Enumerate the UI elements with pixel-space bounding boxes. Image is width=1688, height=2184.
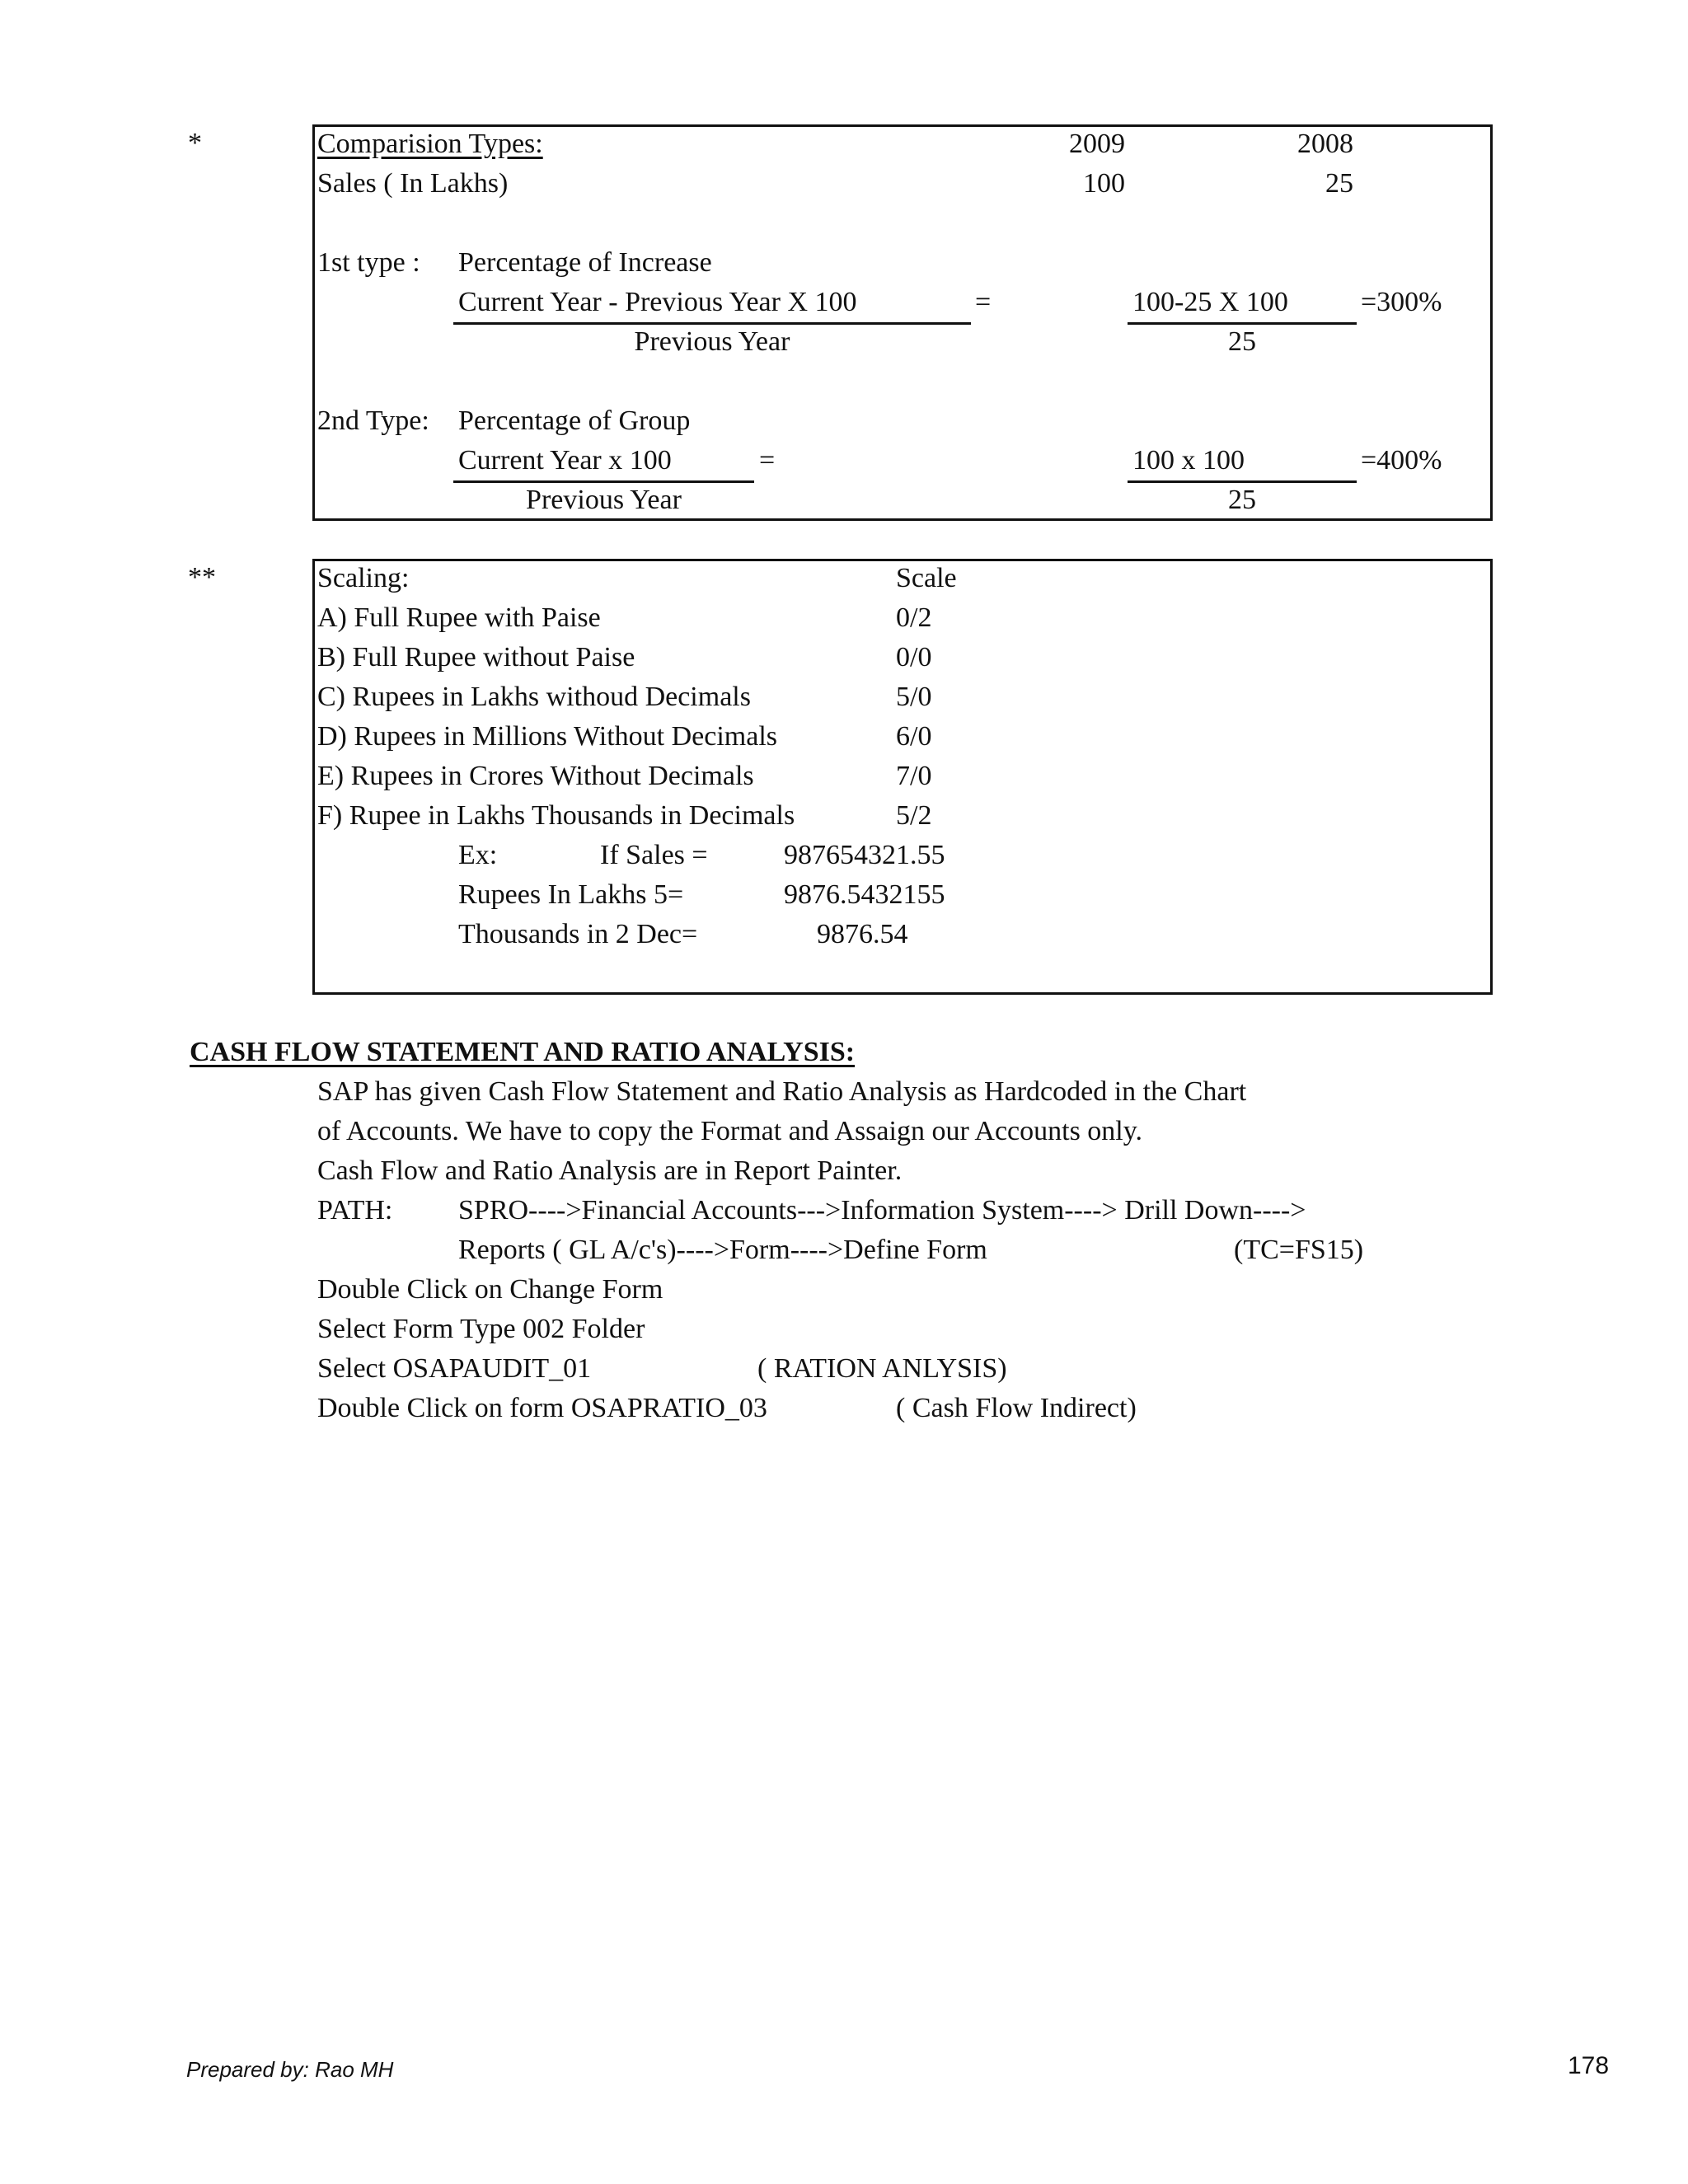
scale-header: Scale [896, 563, 957, 593]
lakhs-value: 9876.5432155 [784, 879, 945, 910]
type1-example-numerator: 100-25 X 100 [1132, 287, 1288, 317]
path-line-1: SPRO---->Financial Accounts--->Information System----> Drill Down----> [458, 1195, 1306, 1226]
type1-formula-denominator: Previous Year [634, 326, 790, 357]
cashflow-line-3: Cash Flow and Ratio Analysis are in Report Painter. [317, 1155, 903, 1186]
scaling-item-scale: 0/0 [896, 642, 932, 673]
scaling-item-label: F) Rupee in Lakhs Thousands in Decimals [317, 800, 795, 831]
cashflow-heading: CASH FLOW STATEMENT AND RATIO ANALYSIS: [190, 1037, 856, 1067]
type1-formula-numerator: Current Year - Previous Year X 100 [458, 287, 857, 317]
scaling-item-label: E) Rupees in Crores Without Decimals [317, 761, 754, 791]
scaling-item-label: A) Full Rupee with Paise [317, 602, 601, 633]
if-sales-value: 987654321.55 [784, 840, 945, 870]
step-4-note: ( Cash Flow Indirect) [896, 1393, 1137, 1423]
type1-result: =300% [1361, 287, 1442, 317]
type1-equals: = [975, 287, 992, 317]
prepared-by: Prepared by: Rao MH [186, 2057, 394, 2082]
scaling-title: Scaling: [317, 563, 410, 593]
transaction-code: (TC=FS15) [1234, 1235, 1364, 1265]
scaling-item-label: D) Rupees in Millions Without Decimals [317, 721, 778, 752]
comparison-title: Comparision Types: [317, 129, 543, 159]
type2-formula-denominator: Previous Year [526, 485, 682, 515]
type2-label: 2nd Type: [317, 405, 429, 436]
type2-equals: = [759, 445, 776, 476]
cashflow-line-1: SAP has given Cash Flow Statement and Ratio Analysis as Hardcoded in the Chart [317, 1076, 1247, 1107]
type2-title: Percentage of Group [458, 405, 691, 436]
scaling-marker: ** [188, 562, 216, 593]
step-1: Double Click on Change Form [317, 1274, 663, 1305]
step-3: Select OSAPAUDIT_01 [317, 1353, 592, 1384]
type1-title: Percentage of Increase [458, 247, 712, 278]
lakhs-label: Rupees In Lakhs 5= [458, 879, 684, 910]
type2-example-fraction-line [1128, 480, 1357, 483]
step-4: Double Click on form OSAPRATIO_03 [317, 1393, 767, 1423]
path-line-2: Reports ( GL A/c's)---->Form---->Define Form [458, 1235, 987, 1265]
type1-example-fraction-line [1128, 322, 1357, 325]
year-2008-header: 2008 [1297, 129, 1353, 159]
type2-formula-fraction-line [453, 480, 754, 483]
sales-2008-value: 25 [1325, 168, 1353, 199]
step-3-note: ( RATION ANLYSIS) [757, 1353, 1007, 1384]
scaling-item-scale: 5/2 [896, 800, 932, 831]
type2-example-numerator: 100 x 100 [1132, 445, 1245, 476]
type1-label: 1st type : [317, 247, 420, 278]
scaling-item-scale: 6/0 [896, 721, 932, 752]
year-2009-header: 2009 [1069, 129, 1125, 159]
path-label: PATH: [317, 1195, 393, 1226]
type2-example-denominator: 25 [1228, 485, 1256, 515]
sales-2009-value: 100 [1083, 168, 1125, 199]
step-2: Select Form Type 002 Folder [317, 1314, 645, 1344]
page-number: 178 [1568, 2052, 1610, 2079]
scaling-item-label: B) Full Rupee without Paise [317, 642, 635, 673]
type1-example-denominator: 25 [1228, 326, 1256, 357]
scaling-item-label: C) Rupees in Lakhs withoud Decimals [317, 682, 751, 712]
scaling-item-scale: 5/0 [896, 682, 932, 712]
example-label: Ex: [458, 840, 498, 870]
thousands-label: Thousands in 2 Dec= [458, 919, 698, 949]
sales-label: Sales ( In Lakhs) [317, 168, 509, 199]
thousands-value: 9876.54 [817, 919, 908, 949]
cashflow-line-2: of Accounts. We have to copy the Format and Assaign our Accounts only. [317, 1116, 1143, 1146]
type2-result: =400% [1361, 445, 1442, 476]
comparison-marker: * [188, 128, 202, 158]
type1-formula-fraction-line [453, 322, 971, 325]
scaling-item-scale: 0/2 [896, 602, 932, 633]
type2-formula-numerator: Current Year x 100 [458, 445, 672, 476]
scaling-item-scale: 7/0 [896, 761, 932, 791]
if-sales-label: If Sales = [600, 840, 708, 870]
